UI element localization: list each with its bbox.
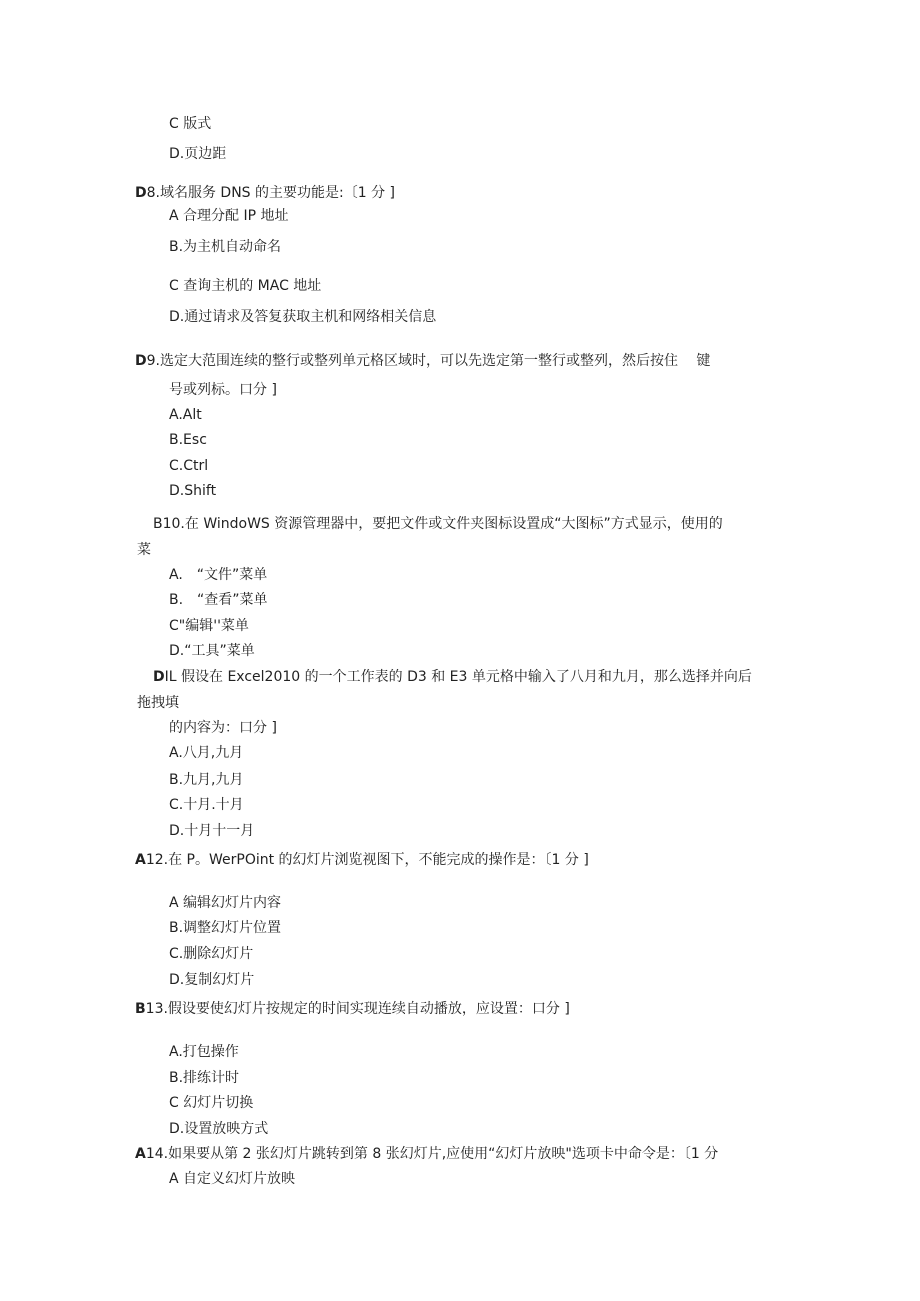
q12-answer: A bbox=[135, 852, 146, 868]
question-13 bbox=[135, 999, 570, 1019]
q14-text: 14.如果要从第 2 张幻灯片跳转到第 8 张幻灯片,应使用“幻灯片放映"选项卡中命令是：〔1 分 bbox=[145, 1146, 719, 1162]
q9-option-d: D.Shift bbox=[169, 483, 217, 499]
q9-option-c: C.Ctrl bbox=[169, 458, 209, 474]
q11-answer: D bbox=[153, 669, 165, 685]
q9-option-a: A.Alt bbox=[169, 407, 202, 423]
q13-text: 13.假设要使幻灯片按规定的时间实现连续自动播放，应设置：口分 ] bbox=[145, 1001, 570, 1017]
q10-text: 10.在 WindoWS 资源管理器中，要把文件或文件夹图标设置成“大图标”方式显示，使用的 bbox=[162, 516, 723, 532]
q11-option-a: A.八月,九月 bbox=[169, 745, 244, 761]
q12-option-a: A 编辑幻灯片内容 bbox=[169, 895, 282, 911]
q10-option-c: C"编辑''菜单 bbox=[169, 618, 249, 634]
question-11 bbox=[153, 667, 752, 687]
q10-option-b: B. “查看”菜单 bbox=[169, 592, 268, 608]
q11-option-b: B.九月,九月 bbox=[169, 772, 244, 788]
question-9 bbox=[135, 351, 710, 371]
q10-option-d: D.“工具”菜单 bbox=[169, 643, 255, 659]
q10-text-continued: 菜 bbox=[137, 542, 151, 558]
q11-text: IL 假设在 Excel2010 的一个工作表的 D3 和 E3 单元格中输入了八月和九月，那么选择并向后 bbox=[164, 669, 752, 685]
q7-option-c: C 版式 bbox=[169, 116, 212, 132]
q13-option-c: C 幻灯片切换 bbox=[169, 1095, 254, 1111]
question-8 bbox=[135, 183, 395, 203]
q11-option-d: D.十月十一月 bbox=[169, 823, 255, 839]
question-14 bbox=[135, 1144, 718, 1164]
q12-option-d: D.复制幻灯片 bbox=[169, 972, 255, 988]
q8-answer: D bbox=[135, 185, 147, 201]
q12-text: 12.在 P。WerPOint 的幻灯片浏览视图下，不能完成的操作是：〔1 分 ] bbox=[145, 852, 589, 868]
q14-option-a: A 自定义幻灯片放映 bbox=[169, 1171, 296, 1187]
q11-text-continued-2: 的内容为：口分 ] bbox=[169, 720, 277, 736]
q13-option-b: B.排练计时 bbox=[169, 1070, 240, 1086]
q12-option-b: B.调整幻灯片位置 bbox=[169, 920, 282, 936]
question-10 bbox=[153, 514, 723, 534]
q8-text: 8.域名服务 DNS 的主要功能是:〔1 分 ] bbox=[146, 185, 396, 201]
q11-option-c: C.十月.十月 bbox=[169, 797, 244, 813]
q13-answer: B bbox=[135, 1001, 146, 1017]
q10-option-a: A. “文件”菜单 bbox=[169, 567, 268, 583]
q8-option-a: A 合理分配 IP 地址 bbox=[169, 208, 289, 224]
q8-option-c: C 查询主机的 MAC 地址 bbox=[169, 278, 322, 294]
q9-text: 9.选定大范围连续的整行或整列单元格区域时，可以先选定第一整行或整列，然后按住 键 bbox=[146, 353, 711, 369]
q9-answer: D bbox=[135, 353, 147, 369]
q9-text-continued: 号或列标。口分 ] bbox=[169, 382, 277, 398]
q14-answer: A bbox=[135, 1146, 146, 1162]
q7-option-d: D.页边距 bbox=[169, 146, 227, 162]
q10-answer: B bbox=[153, 516, 163, 532]
question-12 bbox=[135, 850, 589, 870]
q8-option-d: D.通过请求及答复获取主机和网络相关信息 bbox=[169, 309, 437, 325]
q13-option-d: D.设置放映方式 bbox=[169, 1121, 269, 1137]
q8-option-b: B.为主机自动命名 bbox=[169, 239, 282, 255]
q12-option-c: C.删除幻灯片 bbox=[169, 946, 254, 962]
q9-option-b: B.Esc bbox=[169, 432, 207, 448]
q11-text-continued: 拖拽填 bbox=[137, 695, 179, 711]
q13-option-a: A.打包操作 bbox=[169, 1044, 239, 1060]
